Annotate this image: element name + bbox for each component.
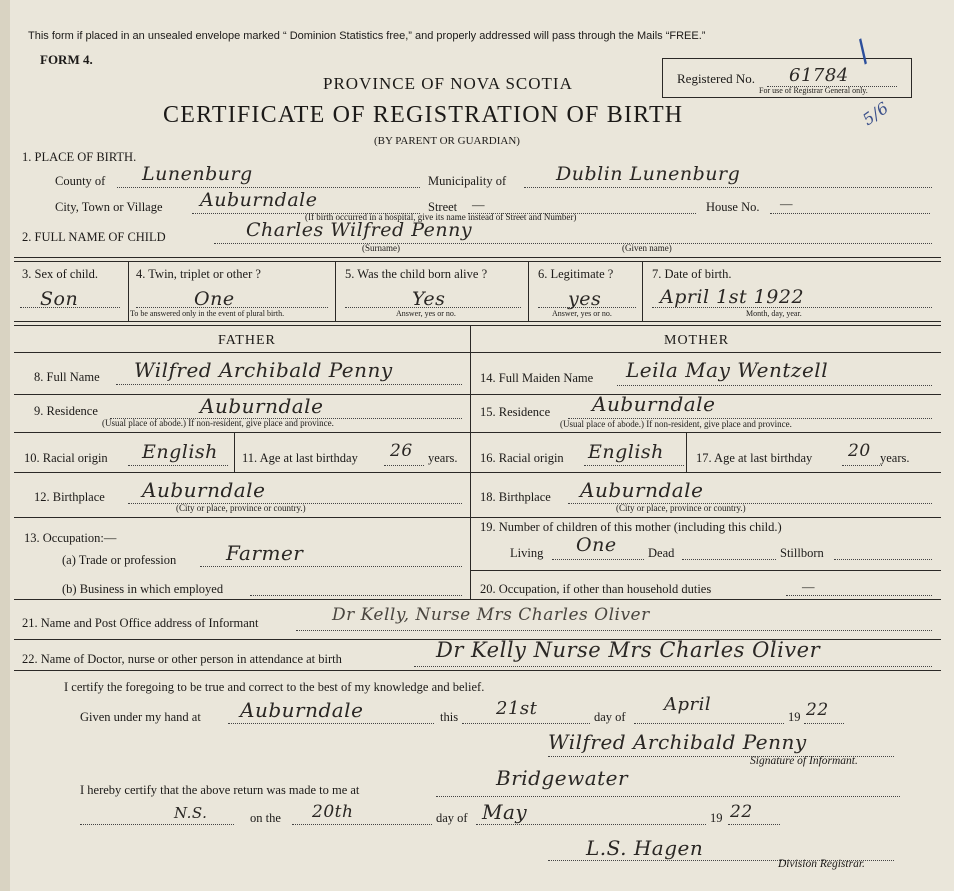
father-age-label: 11. Age at last birthday [242,451,358,465]
father-residence-value: Auburndale [200,394,324,418]
legitimate-label: 6. Legitimate ? [538,267,614,281]
father-birthplace-label: 12. Birthplace [34,490,105,504]
hospital-note: (If birth occurred in a hospital, give its name instead of Street and Number) [305,212,577,222]
given-name-note: (Given name) [622,243,672,253]
informant-signature-label: Signature of Informant. [750,755,858,767]
registrar-day: 20th [312,802,354,822]
father-occupation-label: 13. Occupation:— [24,531,117,545]
given-place: Auburndale [240,698,364,722]
registrar-month: May [482,800,528,824]
registrar-statement: I hereby certify that the above return was made to me at [80,783,360,797]
mailing-notice: This form if placed in an unsealed envelope marked “ Dominion Statistics free,” and properly addressed will pass through the Mails “FREE.” [28,30,706,42]
registrar-on-label: on the [250,811,281,825]
sex-value: Son [40,288,79,310]
place-of-birth-label: 1. PLACE OF BIRTH. [22,150,137,164]
registered-number: 61784 [789,65,849,86]
given-month: April [664,694,712,715]
registered-label: Registered No. [677,71,755,86]
registrar-general-note: For use of Registrar General only. [759,86,868,95]
this-label: this [440,710,459,724]
informant-value: Dr Kelly, Nurse Mrs Charles Oliver [332,605,650,625]
mother-name-label: 14. Full Maiden Name [480,371,594,385]
informant-signature: Wilfred Archibald Penny [548,730,807,754]
father-business-label: (b) Business in which employed [62,582,224,596]
given-label: Given under my hand at [80,710,201,724]
mother-years: years. [880,451,910,465]
margin-note: 5/6 [859,97,893,130]
father-trade-label: (a) Trade or profession [62,553,177,567]
mother-children-label: 19. Number of children of this mother (including this child.) [480,520,782,534]
mother-racial-label: 16. Racial origin [480,451,564,465]
document-title: CERTIFICATE OF REGISTRATION OF BIRTH [163,102,684,128]
mother-living-value: One [576,534,617,556]
street-label: Street [428,200,458,214]
father-age-value: 26 [390,441,413,461]
certify-statement: I certify the foregoing to be true and correct to the best of my knowledge and belief. [64,680,485,694]
given-day: 21st [496,698,538,719]
form-number: FORM 4. [40,52,93,67]
given-year-prefix: 19 [788,710,801,724]
attendant-label: 22. Name of Doctor, nurse or other person in attendance at birth [22,652,342,666]
registrar-place: Bridgewater [496,766,629,790]
father-years: years. [428,451,458,465]
surname-note: (Surname) [362,243,400,253]
house-value: — [780,197,793,211]
county-value: Lunenburg [142,163,253,185]
father-heading: FATHER [218,333,276,348]
mother-stillborn-label: Stillborn [780,546,824,560]
city-label: City, Town or Village [55,200,163,214]
document-subtitle: (BY PARENT OR GUARDIAN) [374,135,520,147]
informant-label: 21. Name and Post Office address of Informant [22,616,259,630]
alive-value: Yes [412,288,446,310]
house-label: House No. [706,200,760,214]
mother-heading: MOTHER [664,333,730,348]
mother-occupation-label: 20. Occupation, if other than household duties [480,582,712,596]
mother-name-value: Leila May Wentzell [626,358,829,382]
mother-age-value: 20 [848,441,871,461]
mother-residence-value: Auburndale [592,392,716,416]
registrar-signature: L.S. Hagen [586,836,704,860]
date-label: 7. Date of birth. [652,267,732,281]
province-title: PROVINCE OF NOVA SCOTIA [323,74,573,93]
mother-birthplace-value: Auburndale [580,478,704,502]
father-name-label: 8. Full Name [34,370,100,384]
twin-value: One [194,288,235,310]
county-label: County of [55,174,106,188]
pencil-check-icon: / [849,33,877,70]
mother-age-label: 17. Age at last birthday [696,451,813,465]
mother-residence-label: 15. Residence [480,405,551,419]
registrar-year-prefix: 19 [710,811,723,825]
father-birthplace-note: (City or place, province or country.) [176,503,306,513]
twin-note: To be answered only in the event of plural birth. [130,309,285,318]
mother-living-label: Living [510,546,544,560]
attendant-value: Dr Kelly Nurse Mrs Charles Oliver [436,638,821,662]
legitimate-note: Answer, yes or no. [552,309,612,318]
registrar-year: 22 [730,802,753,822]
given-year: 22 [806,700,829,720]
registrar-label: Division Registrar. [778,858,865,870]
street-value: — [472,198,485,212]
father-residence-label: 9. Residence [34,404,98,418]
date-value: April 1st 1922 [660,286,805,308]
father-birthplace-value: Auburndale [142,478,266,502]
paper-edge [0,0,10,891]
municipality-value: Dublin Lunenburg [556,163,741,185]
father-racial-label: 10. Racial origin [24,451,108,465]
father-residence-note: (Usual place of abode.) If non-resident, give place and province. [102,418,334,428]
child-name-value: Charles Wilfred Penny [246,219,473,241]
mother-birthplace-note: (City or place, province or country.) [616,503,746,513]
child-name-label: 2. FULL NAME OF CHILD [22,230,166,244]
sex-label: 3. Sex of child. [22,267,99,281]
registrar-day-of-label: day of [436,811,468,825]
legitimate-value: yes [568,288,602,310]
given-day-of-label: day of [594,710,626,724]
mother-dead-label: Dead [648,546,675,560]
mother-residence-note: (Usual place of abode.) If non-resident, give place and province. [560,419,792,429]
alive-note: Answer, yes or no. [396,309,456,318]
twin-label: 4. Twin, triplet or other ? [136,267,261,281]
municipality-label: Municipality of [428,174,507,188]
registrar-province: N.S. [174,804,208,822]
father-trade-value: Farmer [226,541,304,565]
father-racial-value: English [142,441,218,463]
father-name-value: Wilfred Archibald Penny [134,358,393,382]
mother-racial-value: English [588,441,664,463]
mother-birthplace-label: 18. Birthplace [480,490,551,504]
mother-occupation-value: — [802,580,815,594]
city-value: Auburndale [200,189,318,211]
alive-label: 5. Was the child born alive ? [345,267,488,281]
date-note: Month, day, year. [746,309,802,318]
